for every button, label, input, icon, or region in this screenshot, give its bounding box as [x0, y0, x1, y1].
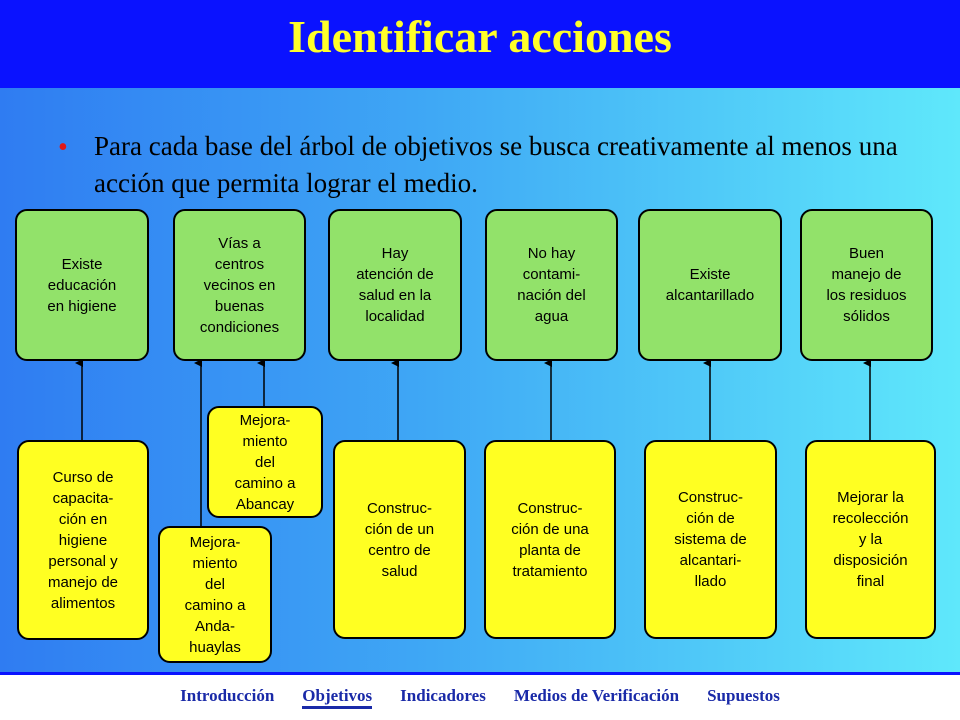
action-box: Construc- ción de una planta de tratamiento	[484, 440, 616, 639]
action-box: Mejorar la recolección y la disposición final	[805, 440, 936, 639]
objective-box: Vías a centros vecinos en buenas condiciones	[173, 209, 306, 361]
bullet-icon: •	[58, 132, 68, 163]
nav-objetivos[interactable]: Objetivos	[302, 686, 372, 709]
nav-supuestos[interactable]: Supuestos	[707, 686, 780, 705]
objective-box: Buen manejo de los residuos sólidos	[800, 209, 933, 361]
objective-box: Existe educación en higiene	[15, 209, 149, 361]
action-box: Mejora- miento del camino a Anda- huaylas	[158, 526, 272, 663]
action-box: Curso de capacita- ción en higiene personal y manejo de alimentos	[17, 440, 149, 640]
nav-introduccion[interactable]: Introducción	[180, 686, 275, 705]
action-box: Mejora- miento del camino a Abancay	[207, 406, 323, 518]
nav-medios-verificacion[interactable]: Medios de Verificación	[513, 686, 680, 705]
objective-box: Existe alcantarillado	[638, 209, 782, 361]
nav-links	[0, 686, 960, 709]
slide-title: Identificar acciones	[288, 11, 672, 62]
action-box: Construc- ción de un centro de salud	[333, 440, 466, 639]
action-box: Construc- ción de sistema de alcantari- llado	[644, 440, 777, 639]
objective-box: No hay contami- nación del agua	[485, 209, 618, 361]
nav-indicadores[interactable]: Indicadores	[400, 686, 486, 705]
objective-box: Hay atención de salud en la localidad	[328, 209, 462, 361]
bullet-text: Para cada base del árbol de objetivos se busca creativamente al menos una acción que permita lograr el medio.	[94, 131, 898, 198]
